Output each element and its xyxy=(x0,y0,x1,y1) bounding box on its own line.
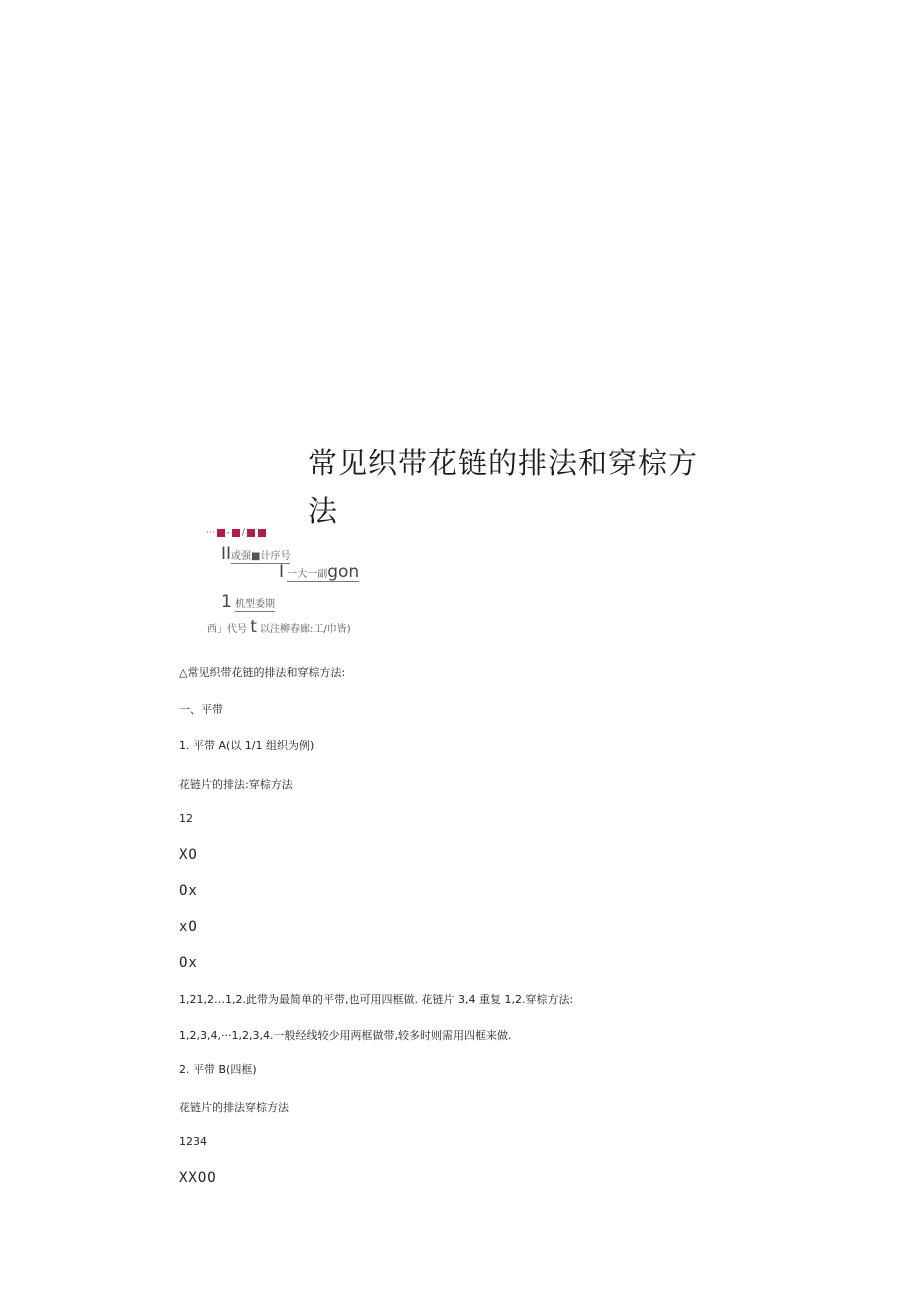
marks-prefix: ··· xyxy=(206,528,215,538)
item-2-pattern-row: XXOO xyxy=(179,1170,217,1186)
diagram-row-2-tail: gon xyxy=(327,562,360,582)
diagram-row-4-left: 西」代号 xyxy=(207,624,247,635)
red-square-mark xyxy=(258,529,266,537)
item-1-pattern-row: xO xyxy=(179,919,198,935)
diagram-row-3 xyxy=(221,592,275,612)
diagram-row-4-label: 以注柳春廊:工/巾皆) xyxy=(260,624,351,635)
item-heading-flat-belt-b: 2. 平带 B(四框) xyxy=(179,1063,257,1076)
diagram-row-4-big: t xyxy=(250,617,257,637)
diagram-row-2-small: 一大一副 xyxy=(287,569,328,580)
item-1-pattern-row: Ox xyxy=(179,883,198,899)
diagram-row-2-big: I xyxy=(279,562,285,582)
item-1-table-header: 花链片的排法:穿棕方法 xyxy=(179,778,293,791)
red-square-mark xyxy=(217,529,225,537)
item-1-column-numbers: 12 xyxy=(179,812,193,825)
diagram-row-2-label xyxy=(287,562,360,582)
red-square-mark xyxy=(247,529,255,537)
intro-paragraph: △常见织带花链的排法和穿棕方法: xyxy=(179,666,346,679)
diagram-row-1-big: II xyxy=(221,544,232,564)
item-1-note-2: 1,2,3,4,···1,2,3,4.一般经线较少用两框做带,较多时则需用四框来做. xyxy=(179,1029,512,1042)
marks-dash-1: - xyxy=(226,528,230,538)
diagram-row-1-label: 或强■计序号 xyxy=(231,551,291,562)
item-heading-flat-belt-a: 1. 平带 A(以 1/1 组织为例) xyxy=(179,739,315,752)
color-marks-row xyxy=(206,528,267,538)
item-2-column-numbers: 1234 xyxy=(179,1135,207,1148)
diagram-row-2 xyxy=(279,562,359,582)
diagram-row-1 xyxy=(221,544,290,564)
red-square-mark xyxy=(232,529,240,537)
diagram-row-3-big: 1 xyxy=(221,592,232,612)
item-2-table-header: 花链片的排法穿棕方法 xyxy=(179,1101,289,1114)
item-1-pattern-row: XO xyxy=(179,847,198,863)
document-title-line-1: 常见织带花链的排法和穿棕方 xyxy=(308,446,699,480)
item-1-note-1: 1,21,2…1,2.此带为最简单的平带,也可用四框做. 花链片 3,4 重复 1,2.穿棕方法: xyxy=(179,993,574,1006)
section-heading-flat-belt: 一、平带 xyxy=(179,703,223,716)
diagram-row-3-label: 机型委期 xyxy=(235,599,276,610)
document-title-line-2: 法 xyxy=(308,494,339,528)
marks-slash: / xyxy=(241,528,245,538)
item-1-pattern-row: Ox xyxy=(179,955,198,971)
diagram-row-4 xyxy=(207,617,351,637)
